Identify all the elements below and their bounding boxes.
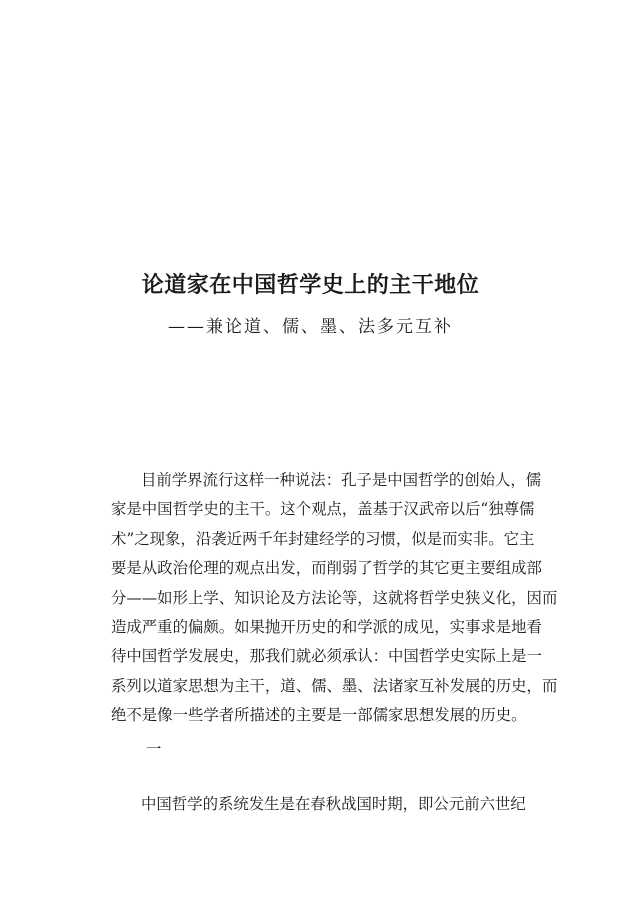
paragraph-line: 目前学界流行这样一种说法：孔子是中国哲学的创始人，儒	[141, 471, 542, 489]
paragraph-line: 分——如形上学、知识论及方法论等，这就将哲学史狭义化，因而	[111, 588, 558, 607]
article-subtitle: ——兼论道、儒、墨、法多元互补	[168, 317, 453, 337]
section-number: 一	[146, 740, 162, 758]
paragraph-line: 绝不是像一些学者所描述的主要是一部儒家思想发展的历史。	[111, 706, 527, 725]
paragraph-2: 中国哲学的系统发生是在春秋战国时期，即公元前六世纪	[141, 795, 526, 813]
paragraph-line: 造成严重的偏颇。如果抛开历史的和学派的成见，实事求是地看	[111, 617, 542, 636]
paragraph-line: 家是中国哲学史的主干。这个观点，盖基于汉武帝以后“独尊儒	[111, 500, 535, 519]
paragraph-line: 系列以道家思想为主干，道、儒、墨、法诸家互补发展的历史，而	[111, 676, 558, 695]
paragraph-line: 待中国哲学发展史，那我们就必须承认：中国哲学史实际上是一	[111, 647, 542, 666]
paragraph-1	[111, 466, 558, 731]
article-title: 论道家在中国哲学史上的主干地位	[141, 272, 480, 298]
paragraph-line: 要是从政治伦理的观点出发，而削弱了哲学的其它更主要组成部	[111, 559, 542, 578]
paragraph-line: 术”之现象，沿袭近两千年封建经学的习惯，似是而实非。它主	[111, 529, 535, 548]
